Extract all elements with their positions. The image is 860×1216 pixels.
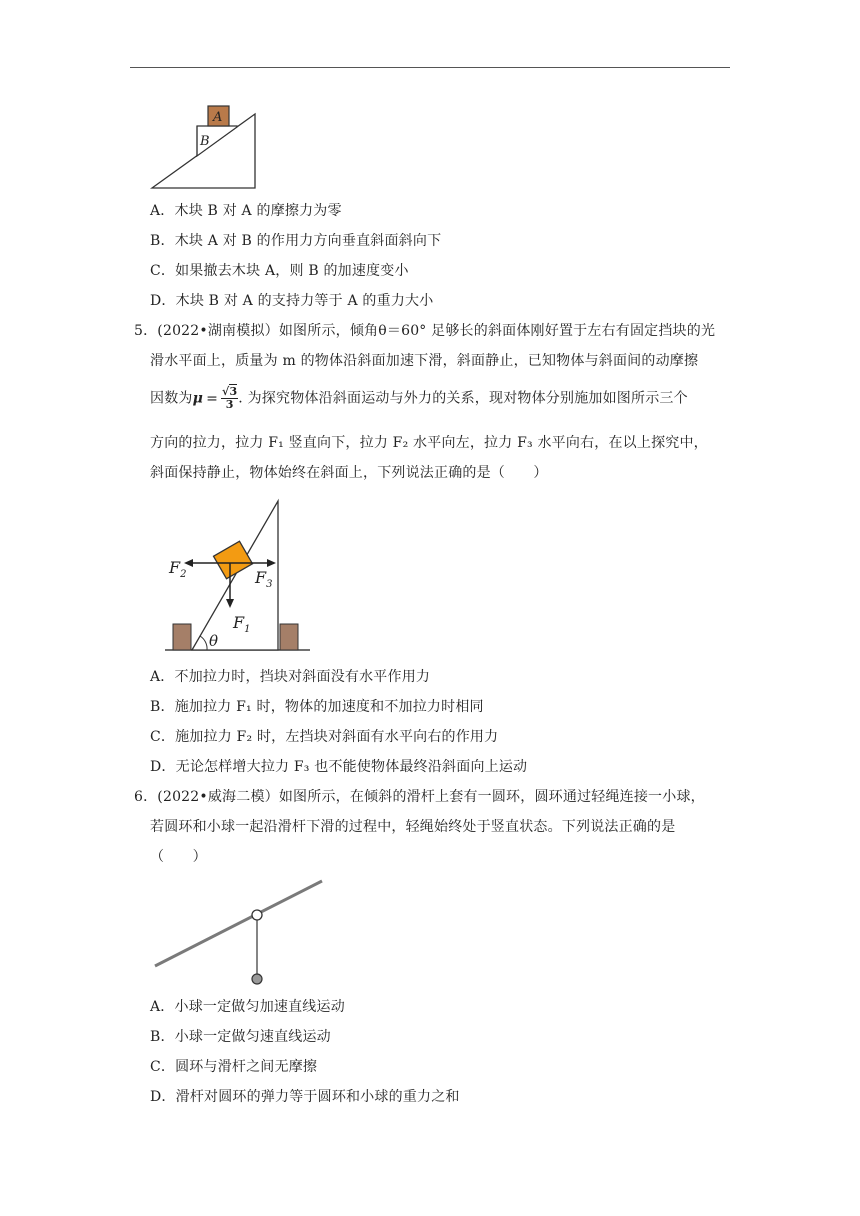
q4-option-b: B．木块 A 对 B 的作用力方向垂直斜面斜向下	[150, 233, 442, 249]
label-f3: $F_3$	[255, 568, 273, 590]
q5-line3-suffix: . 为探究物体沿斜面运动与外力的关系，现对物体分别施加如图所示三个	[238, 390, 688, 407]
left-stop-block	[173, 624, 191, 650]
q4-option-d: D．木块 B 对 A 的支持力等于 A 的重力大小	[150, 293, 434, 309]
q5-stem-line2: 滑水平面上，质量为 m 的物体沿斜面加速下滑，斜面静止，已知物体与斜面间的动摩擦	[150, 353, 699, 369]
ball	[252, 974, 262, 984]
q6-stem-line3: （ ）	[150, 849, 207, 865]
sqrt-number: 3	[229, 385, 238, 398]
q5-stem-line4: 方向的拉力，拉力 F₁ 竖直向下，拉力 F₂ 水平向左，拉力 F₃ 水平向右，在以上探究中，	[150, 435, 708, 451]
figure-incline-forces	[160, 495, 320, 657]
q5-line3-prefix: 因数为	[150, 390, 193, 407]
label-f2: $F_2$	[169, 558, 187, 580]
right-stop-block	[280, 624, 298, 650]
q6-stem-line2: 若圆环和小球一起沿滑杆下滑的过程中，轻绳始终处于竖直状态。下列说法正确的是	[150, 819, 676, 835]
label-f1: $F_1$	[233, 613, 251, 635]
theta-label: θ	[209, 632, 219, 650]
equals-sign: =	[206, 390, 218, 407]
fraction-denominator: 3	[225, 398, 234, 411]
mu-symbol: μ	[192, 390, 204, 407]
q6-option-b: B．小球一定做匀速直线运动	[150, 1029, 331, 1045]
figure-incline-blocks	[145, 100, 265, 195]
q6-option-d: D．滑杆对圆环的弹力等于圆环和小球的重力之和	[150, 1089, 460, 1105]
q5-stem-line1: 5．(2022•湖南模拟）如图所示，倾角θ＝60° 足够长的斜面体刚好置于左右有固定挡块的光	[134, 323, 716, 339]
q6-option-c: C．圆环与滑杆之间无摩擦	[150, 1059, 318, 1075]
slide-rod	[155, 881, 322, 966]
q5-stem-line5: 斜面保持静止，物体始终在斜面上，下列说法正确的是（ ）	[150, 465, 548, 481]
fraction	[221, 386, 238, 411]
q4-option-c: C．如果撤去木块 A，则 B 的加速度变小	[150, 263, 409, 279]
q5-option-c: C．施加拉力 F₂ 时，左挡块对斜面有水平向右的作用力	[150, 729, 499, 745]
header-rule	[130, 67, 730, 68]
figure-slide-rod	[150, 875, 330, 990]
q5-option-d: D．无论怎样增大拉力 F₃ 也不能使物体最终沿斜面向上运动	[150, 759, 528, 775]
q6-stem-line1: 6．(2022•威海二模）如图所示，在倾斜的滑杆上套有一圆环，圆环通过轻绳连接一小球，	[134, 789, 705, 805]
block-b-label: B	[200, 134, 210, 149]
q4-option-a: A．木块 B 对 A 的摩擦力为零	[150, 203, 342, 219]
ring	[252, 910, 262, 920]
block-a-label: A	[213, 110, 223, 125]
q6-option-a: A．小球一定做匀加速直线运动	[150, 999, 345, 1015]
q5-stem-line3	[150, 386, 688, 416]
q5-option-b: B．施加拉力 F₁ 时，物体的加速度和不加拉力时相同	[150, 699, 484, 715]
sqrt-symbol: √	[222, 385, 230, 398]
q5-option-a: A．不加拉力时，挡块对斜面没有水平作用力	[150, 669, 431, 685]
